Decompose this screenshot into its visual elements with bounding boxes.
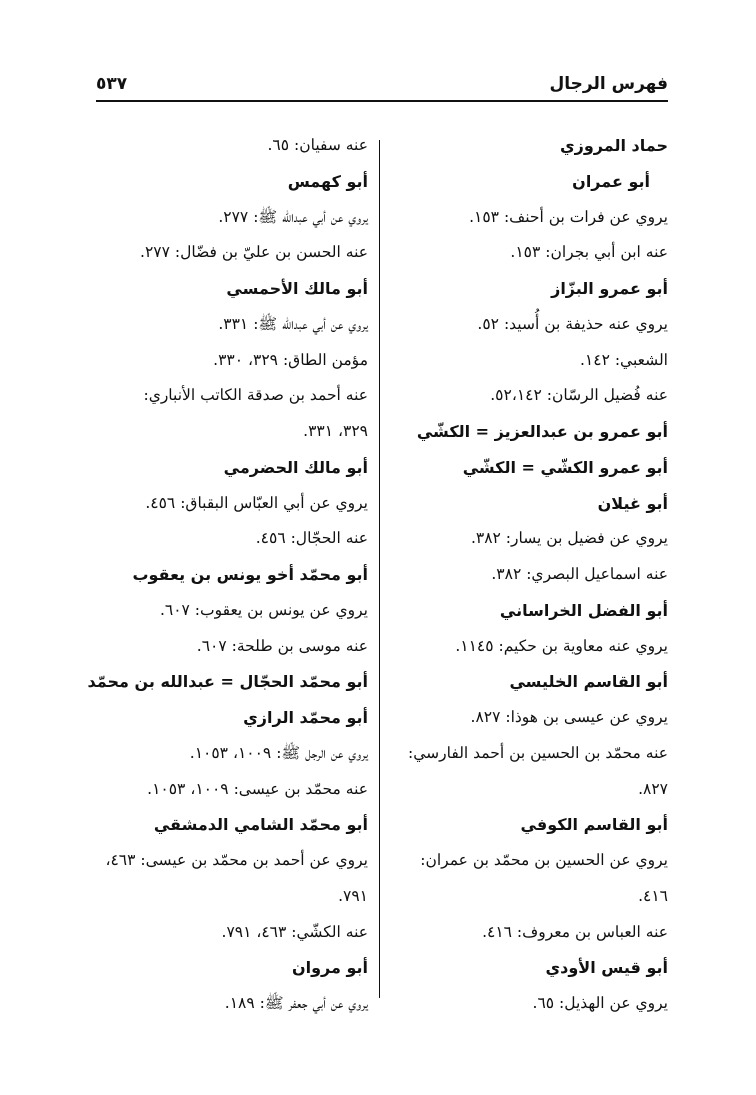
header-rule bbox=[96, 100, 668, 102]
entry-heading: أبو محمّد الشامي الدمشقي bbox=[153, 815, 368, 835]
entry-line: عنه موسى بن طلحة: ٦٠٧. bbox=[196, 636, 368, 655]
entry-line: يروي عن أبي جعفر ﷺ: ١٨٩. bbox=[224, 994, 368, 1012]
entry-line: يروي عن أبي عبدالله ﷺ: ٢٧٧. bbox=[218, 207, 368, 226]
entry-heading: أبو عمرو الكشّي = الكشّي bbox=[462, 457, 668, 477]
entry-heading: أبو عمرو البزّاز bbox=[551, 279, 668, 298]
entry-line: عنه الحجّال: ٤٥٦. bbox=[255, 529, 368, 548]
entry-line: ٨٢٧. bbox=[638, 779, 668, 798]
entry-line: عنه الحسن بن عليّ بن فضّال: ٢٧٧. bbox=[140, 243, 368, 262]
entry-line: عنه محمّد بن عيسى: ١٠٠٩، ١٠٥٣. bbox=[147, 779, 368, 798]
entry-heading: أبو عمرو بن عبدالعزيز = الكشّي bbox=[416, 422, 668, 441]
entry-line: يروي عن الرجل ﷺ: ١٠٠٩، ١٠٥٣. bbox=[189, 743, 368, 762]
right-column bbox=[390, 128, 668, 1022]
running-title: فهرس الرجال bbox=[549, 74, 668, 94]
entry-heading: أبو محمّد الرازي bbox=[243, 708, 368, 727]
page-number: ٥٣٧ bbox=[96, 74, 128, 94]
entry-line: يروي عن الحسين بن محمّد بن عمران: bbox=[420, 851, 668, 869]
entry-heading: أبو محمّد الحجّال = عبدالله بن محمّد bbox=[87, 672, 368, 692]
entry-heading: أبو كهمس bbox=[287, 171, 368, 191]
entry-heading: أبو عمران bbox=[572, 171, 650, 191]
entry-line: يروي عن أبي العبّاس البقباق: ٤٥٦. bbox=[145, 493, 368, 512]
entry-heading: أبو مروان bbox=[291, 958, 368, 978]
entry-heading: حماد المروزي bbox=[559, 136, 668, 155]
entry-heading: أبو الفضل الخراساني bbox=[499, 600, 668, 620]
entry-line: يروي عن يونس بن يعقوب: ٦٠٧. bbox=[159, 600, 368, 619]
entry-line: ٧٩١. bbox=[338, 886, 368, 905]
entry-heading: أبو محمّد أخو يونس بن يعقوب bbox=[132, 565, 368, 584]
entry-line: مؤمن الطاق: ٣٢٩، ٣٣٠. bbox=[213, 350, 368, 369]
column-divider bbox=[379, 140, 380, 998]
entry-line: يروي عن الهذيل: ٦٥. bbox=[532, 994, 668, 1012]
entry-heading: أبو غيلان bbox=[597, 493, 668, 513]
entry-line: عنه أحمد بن صدقة الكاتب الأنباري: bbox=[143, 386, 368, 405]
entry-heading: أبو القاسم الخليسي bbox=[509, 672, 668, 692]
entry-line: يروي عن عيسى بن هوذا: ٨٢٧. bbox=[470, 708, 668, 726]
entry-heading: أبو مالك الحضرمي bbox=[223, 457, 368, 477]
entry-line: الشعبي: ١٤٢. bbox=[579, 350, 668, 369]
page-header bbox=[96, 70, 668, 100]
entry-line: عنه ابن أبي بجران: ١٥٣. bbox=[510, 243, 668, 262]
entry-line: عنه فُضيل الرسّان: ٥٢،١٤٢. bbox=[490, 386, 668, 405]
entry-line: عنه سفيان: ٦٥. bbox=[267, 136, 368, 154]
entry-line: عنه العباس بن معروف: ٤١٦. bbox=[482, 922, 668, 941]
entry-line: عنه محمّد بن الحسين بن أحمد الفارسي: bbox=[408, 743, 668, 762]
entry-line: عنه اسماعيل البصري: ٣٨٢. bbox=[491, 565, 668, 583]
entry-line: يروي عن فرات بن أحنف: ١٥٣. bbox=[469, 207, 668, 226]
entry-heading: أبو قيس الأودي bbox=[545, 958, 668, 978]
left-column bbox=[87, 128, 368, 1022]
entry-line: عنه الكشّي: ٤٦٣، ٧٩١. bbox=[221, 922, 368, 941]
entry-heading: أبو القاسم الكوفي bbox=[520, 815, 668, 835]
entry-line: ٣٢٩، ٣٣١. bbox=[303, 422, 368, 440]
entry-line: يروي عن أحمد بن محمّد بن عيسى: ٤٦٣، bbox=[105, 851, 368, 869]
entry-line: يروي عنه حذيفة بن أُسيد: ٥٢. bbox=[477, 314, 668, 333]
entry-line: يروي عنه معاوية بن حكيم: ١١٤٥. bbox=[455, 636, 668, 655]
entry-heading: أبو مالك الأحمسي bbox=[226, 279, 368, 298]
entry-line: يروي عن فضيل بن يسار: ٣٨٢. bbox=[470, 529, 668, 548]
entry-line: ٤١٦. bbox=[638, 886, 668, 905]
entry-line: يروي عن أبي عبدالله ﷺ: ٣٣١. bbox=[218, 314, 368, 333]
